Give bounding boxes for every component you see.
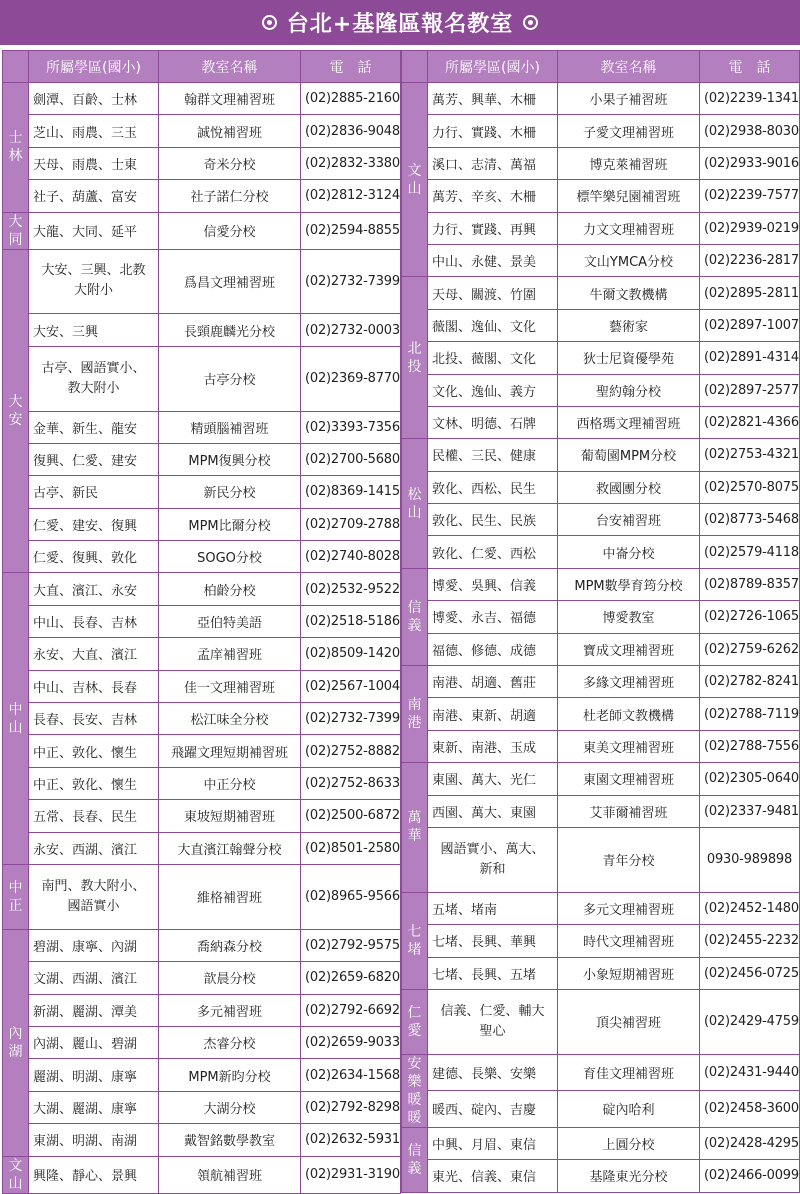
table-row — [402, 536, 800, 568]
school-area-cell: 大龍、大同、延平 — [29, 212, 159, 249]
table-row — [402, 957, 800, 989]
phone-cell: (02)2897-2577 — [700, 374, 800, 406]
table-row — [402, 83, 800, 115]
district-cell: 萬華 — [402, 763, 428, 893]
classroom-name-cell: 台安補習班 — [558, 504, 700, 536]
left-classroom-table — [2, 50, 401, 1194]
table-row — [3, 212, 401, 249]
table-row — [402, 147, 800, 179]
phone-cell: (02)2452-1480 — [700, 892, 800, 924]
phone-cell: (02)2732-7399 — [301, 703, 401, 735]
school-area-cell: 力行、實踐、再興 — [428, 212, 558, 244]
phone-cell: (02)2431-9440 — [700, 1054, 800, 1091]
school-area-cell: 中山、長春、吉林 — [29, 605, 159, 637]
classroom-name-cell: 聖約翰分校 — [558, 374, 700, 406]
table-row — [402, 1160, 800, 1192]
district-cell: 南港 — [402, 666, 428, 763]
header-district — [3, 51, 29, 83]
classroom-name-cell: 中正分校 — [159, 767, 301, 799]
table-row — [3, 703, 401, 735]
school-area-cell: 南港、東新、胡適 — [428, 698, 558, 730]
phone-cell: (02)2885-2160 — [301, 83, 401, 115]
classroom-name-cell: 基隆東光分校 — [558, 1160, 700, 1192]
classroom-name-cell: 牛爾文教機構 — [558, 277, 700, 309]
school-area-cell: 天母、雨農、士東 — [29, 147, 159, 179]
classroom-name-cell: 葡萄園MPM分校 — [558, 439, 700, 471]
district-cell: 安樂暖暖 — [402, 1054, 428, 1127]
phone-cell: (02)2788-7119 — [700, 698, 800, 730]
classroom-name-cell: 上圓分校 — [558, 1127, 700, 1159]
school-area-cell: 博愛、永吉、福德 — [428, 601, 558, 633]
table-row — [402, 1127, 800, 1159]
classroom-name-cell: 奇米分校 — [159, 147, 301, 179]
classroom-name-cell: 東園文理補習班 — [558, 763, 700, 795]
school-area-cell: 北投、薇閣、文化 — [428, 342, 558, 374]
phone-cell: (02)2792-9575 — [301, 929, 401, 961]
classroom-name-cell: 大直濱江翰聲分校 — [159, 832, 301, 864]
classroom-name-cell: 維格補習班 — [159, 864, 301, 929]
school-area-cell: 敦化、民生、民族 — [428, 504, 558, 536]
school-area-cell: 古亭、新民 — [29, 476, 159, 508]
page-title-bar — [0, 0, 800, 45]
district-cell: 仁愛 — [402, 989, 428, 1054]
school-area-cell: 興隆、靜心、景興 — [29, 1156, 159, 1193]
table-row — [402, 989, 800, 1021]
district-cell: 文山 — [402, 83, 428, 277]
classroom-name-cell: 大湖分校 — [159, 1091, 301, 1123]
phone-cell: (02)8789-8357 — [700, 568, 800, 600]
classroom-name-cell: SOGO分校 — [159, 541, 301, 573]
phone-cell: (02)2821-4366 — [700, 406, 800, 438]
header-district — [402, 51, 428, 83]
phone-cell: (02)2938-8030 — [700, 115, 800, 147]
classroom-name-cell: 多緣文理補習班 — [558, 666, 700, 698]
district-cell: 信義 — [402, 568, 428, 665]
table-row — [3, 1156, 401, 1193]
table-row — [402, 212, 800, 244]
header-phone: 電 話 — [301, 51, 401, 83]
table-row — [402, 795, 800, 827]
classroom-name-cell: 小果子補習班 — [558, 83, 700, 115]
school-area-cell: 碧湖、康寧、內湖 — [29, 929, 159, 961]
school-area-cell: 大安、三興 — [29, 314, 159, 346]
phone-cell: (02)2567-1004 — [301, 670, 401, 702]
school-area-cell: 古亭、國語實小、教大附小 — [29, 346, 159, 411]
classroom-name-cell: 博克萊補習班 — [558, 147, 700, 179]
school-area-cell: 中正、敦化、懷生 — [29, 767, 159, 799]
school-area-cell: 七堵、長興、華興 — [428, 925, 558, 957]
right-classroom-table — [401, 50, 800, 1193]
school-area-cell: 西園、萬大、東園 — [428, 795, 558, 827]
school-area-cell: 五堵、堵南 — [428, 892, 558, 924]
table-row — [402, 439, 800, 471]
phone-cell: (02)2939-0219 — [700, 212, 800, 244]
phone-cell: (02)2931-3190 — [301, 1156, 401, 1193]
phone-cell: (02)2897-1007 — [700, 309, 800, 341]
phone-cell: (02)2812-3124 — [301, 180, 401, 212]
table-row — [402, 601, 800, 633]
table-row — [3, 670, 401, 702]
phone-cell: (02)2836-9048 — [301, 115, 401, 147]
classroom-name-cell: 標竿樂兒園補習班 — [558, 180, 700, 212]
school-area-cell: 信義、仁愛、輔大聖心 — [428, 989, 558, 1054]
classroom-name-cell: 東坡短期補習班 — [159, 800, 301, 832]
district-cell: 大安 — [3, 249, 29, 573]
classroom-name-cell: 子愛文理補習班 — [558, 115, 700, 147]
school-area-cell: 中山、吉林、長春 — [29, 670, 159, 702]
school-area-cell: 敦化、仁愛、西松 — [428, 536, 558, 568]
phone-cell: (02)2337-9481 — [700, 795, 800, 827]
table-row — [3, 864, 401, 896]
table-row — [3, 443, 401, 475]
phone-cell: (02)2632-5931 — [301, 1124, 401, 1156]
school-area-cell: 中興、月眉、東信 — [428, 1127, 558, 1159]
district-cell: 內湖 — [3, 929, 29, 1156]
classroom-name-cell: 青年分校 — [558, 827, 700, 892]
district-cell: 文山 — [3, 1156, 29, 1193]
table-row — [3, 541, 401, 573]
classroom-name-cell: 救國團分校 — [558, 471, 700, 503]
classroom-name-cell: 育佳文理補習班 — [558, 1054, 700, 1091]
table-row — [402, 925, 800, 957]
school-area-cell: 福德、修德、成德 — [428, 633, 558, 665]
table-row — [3, 605, 401, 637]
phone-cell: (02)2458-3600 — [700, 1091, 800, 1128]
phone-cell: (02)2788-7556 — [700, 730, 800, 762]
phone-cell: (02)2305-0640 — [700, 763, 800, 795]
table-row — [402, 406, 800, 438]
classroom-name-cell: MPM新昀分校 — [159, 1059, 301, 1091]
school-area-cell: 南門、教大附小、國語實小 — [29, 864, 159, 929]
phone-cell: (02)2579-4118 — [700, 536, 800, 568]
classroom-name-cell: 翰群文理補習班 — [159, 83, 301, 115]
school-area-cell: 新湖、麗湖、潭美 — [29, 994, 159, 1026]
school-area-cell: 仁愛、復興、敦化 — [29, 541, 159, 573]
table-row — [3, 314, 401, 346]
phone-cell: (02)2726-1065 — [700, 601, 800, 633]
classroom-name-cell: 長頸鹿麟光分校 — [159, 314, 301, 346]
phone-cell: (02)2369-8770 — [301, 346, 401, 411]
school-area-cell: 七堵、長興、五堵 — [428, 957, 558, 989]
classroom-name-cell: 艾菲爾補習班 — [558, 795, 700, 827]
classroom-name-cell: 多元文理補習班 — [558, 892, 700, 924]
table-row — [402, 763, 800, 795]
school-area-cell: 五常、長春、民生 — [29, 800, 159, 832]
table-row — [3, 832, 401, 864]
school-area-cell: 社子、葫蘆、富安 — [29, 180, 159, 212]
classroom-name-cell: 頂尖補習班 — [558, 989, 700, 1054]
school-area-cell: 永安、大直、濱江 — [29, 638, 159, 670]
table-row — [3, 962, 401, 994]
phone-cell: (02)2832-3380 — [301, 147, 401, 179]
bullseye-icon — [262, 15, 277, 30]
classroom-name-cell: 小象短期補習班 — [558, 957, 700, 989]
school-area-cell: 敦化、西松、民生 — [428, 471, 558, 503]
district-cell: 信義 — [402, 1127, 428, 1192]
table-row — [402, 504, 800, 536]
table-row — [402, 374, 800, 406]
classroom-name-cell: 多元補習班 — [159, 994, 301, 1026]
table-row — [3, 508, 401, 540]
classroom-name-cell: 東美文理補習班 — [558, 730, 700, 762]
school-area-cell: 芝山、雨農、三玉 — [29, 115, 159, 147]
classroom-name-cell: 爲昌文理補習班 — [159, 249, 301, 314]
school-area-cell: 復興、仁愛、建安 — [29, 443, 159, 475]
phone-cell: (02)2732-7399 — [301, 249, 401, 314]
school-area-cell: 劍潭、百齡、士林 — [29, 83, 159, 115]
school-area-cell: 東園、萬大、光仁 — [428, 763, 558, 795]
school-area-cell: 南港、胡適、舊莊 — [428, 666, 558, 698]
classroom-name-cell: 戴智銘數學教室 — [159, 1124, 301, 1156]
phone-cell: (02)8965-9566 — [301, 864, 401, 929]
classroom-name-cell: 信愛分校 — [159, 212, 301, 249]
table-row — [402, 633, 800, 665]
district-cell: 大同 — [3, 212, 29, 249]
table-row — [402, 666, 800, 698]
phone-cell: (02)2792-6692 — [301, 994, 401, 1026]
phone-cell: (02)2594-8855 — [301, 212, 401, 249]
school-area-cell: 天母、關渡、竹圍 — [428, 277, 558, 309]
district-cell: 士林 — [3, 83, 29, 213]
school-area-cell: 文湖、西湖、濱江 — [29, 962, 159, 994]
table-header-row — [402, 51, 800, 83]
phone-cell: (02)2759-6262 — [700, 633, 800, 665]
header-classroom: 教室名稱 — [159, 51, 301, 83]
classroom-name-cell: 新民分校 — [159, 476, 301, 508]
school-area-cell: 文化、逸仙、義方 — [428, 374, 558, 406]
school-area-cell: 萬芳、興華、木柵 — [428, 83, 558, 115]
phone-cell: (02)2740-8028 — [301, 541, 401, 573]
classroom-name-cell: 古亭分校 — [159, 346, 301, 411]
phone-cell: (02)2456-0725 — [700, 957, 800, 989]
phone-cell: (02)2428-4295 — [700, 1127, 800, 1159]
table-row — [402, 277, 800, 309]
district-cell: 中山 — [3, 573, 29, 865]
classroom-name-cell: 社子諾仁分校 — [159, 180, 301, 212]
phone-cell: (02)2239-1341 — [700, 83, 800, 115]
table-row — [402, 244, 800, 276]
table-row — [3, 249, 401, 281]
classroom-name-cell: 歆晨分校 — [159, 962, 301, 994]
classroom-name-cell: 文山YMCA分校 — [558, 244, 700, 276]
school-area-cell: 文林、明德、石牌 — [428, 406, 558, 438]
page-title: 台北+基隆區報名教室 — [286, 12, 514, 37]
phone-cell: (02)2709-2788 — [301, 508, 401, 540]
classroom-name-cell: 博愛教室 — [558, 601, 700, 633]
phone-cell: (02)2752-8882 — [301, 735, 401, 767]
table-row — [3, 929, 401, 961]
classroom-name-cell: 杜老師文教機構 — [558, 698, 700, 730]
table-row — [3, 115, 401, 147]
school-area-cell: 中山、永健、景美 — [428, 244, 558, 276]
phone-cell: (02)2634-1568 — [301, 1059, 401, 1091]
header-area: 所屬學區(國小) — [29, 51, 159, 83]
classroom-name-cell: 藝術家 — [558, 309, 700, 341]
table-row — [402, 180, 800, 212]
school-area-cell: 建德、長樂、安樂 — [428, 1054, 558, 1091]
table-row — [3, 994, 401, 1026]
phone-cell: (02)2753-4321 — [700, 439, 800, 471]
table-row — [3, 1124, 401, 1156]
table-row — [3, 573, 401, 605]
phone-cell: (02)2500-6872 — [301, 800, 401, 832]
school-area-cell: 薇閣、逸仙、文化 — [428, 309, 558, 341]
table-row — [3, 735, 401, 767]
phone-cell: (02)2236-2817 — [700, 244, 800, 276]
school-area-cell: 暖西、碇內、吉慶 — [428, 1091, 558, 1128]
table-row — [402, 309, 800, 341]
table-row — [402, 730, 800, 762]
school-area-cell: 博愛、吳興、信義 — [428, 568, 558, 600]
classroom-name-cell: MPM比爾分校 — [159, 508, 301, 540]
district-cell: 松山 — [402, 439, 428, 569]
table-row — [402, 568, 800, 600]
school-area-cell: 國語實小、萬大、新和 — [428, 827, 558, 892]
table-row — [402, 827, 800, 859]
school-area-cell: 東光、信義、東信 — [428, 1160, 558, 1192]
classroom-name-cell: 杰睿分校 — [159, 1026, 301, 1058]
school-area-cell: 大直、濱江、永安 — [29, 573, 159, 605]
bullseye-icon — [523, 15, 538, 30]
school-area-cell: 大湖、麗湖、康寧 — [29, 1091, 159, 1123]
table-row — [402, 471, 800, 503]
classroom-name-cell: 碇內哈利 — [558, 1091, 700, 1128]
table-row — [402, 892, 800, 924]
phone-cell: (02)8369-1415 — [301, 476, 401, 508]
table-row — [3, 1059, 401, 1091]
school-area-cell: 金華、新生、龍安 — [29, 411, 159, 443]
classroom-name-cell: 喬納森分校 — [159, 929, 301, 961]
table-row — [402, 342, 800, 374]
classroom-name-cell: 飛躍文理短期補習班 — [159, 735, 301, 767]
classroom-name-cell: 誠悅補習班 — [159, 115, 301, 147]
classroom-name-cell: 時代文理補習班 — [558, 925, 700, 957]
classroom-name-cell: 寶成文理補習班 — [558, 633, 700, 665]
school-area-cell: 力行、實踐、木柵 — [428, 115, 558, 147]
phone-cell: (02)2782-8241 — [700, 666, 800, 698]
phone-cell: (02)2933-9016 — [700, 147, 800, 179]
table-row — [3, 83, 401, 115]
phone-cell: (02)8501-2580 — [301, 832, 401, 864]
header-classroom: 教室名稱 — [558, 51, 700, 83]
phone-cell: (02)2792-8298 — [301, 1091, 401, 1123]
table-row — [3, 476, 401, 508]
table-row — [402, 115, 800, 147]
school-area-cell: 中正、敦化、懷生 — [29, 735, 159, 767]
phone-cell: (02)8773-5468 — [700, 504, 800, 536]
district-cell: 中正 — [3, 864, 29, 929]
school-area-cell: 麗湖、明湖、康寧 — [29, 1059, 159, 1091]
classroom-name-cell: 柏齡分校 — [159, 573, 301, 605]
phone-cell: (02)2239-7577 — [700, 180, 800, 212]
header-phone: 電 話 — [700, 51, 800, 83]
school-area-cell: 民權、三民、健康 — [428, 439, 558, 471]
school-area-cell: 仁愛、建安、復興 — [29, 508, 159, 540]
classroom-name-cell: 精頭腦補習班 — [159, 411, 301, 443]
phone-cell: (02)2455-2232 — [700, 925, 800, 957]
phone-cell: (02)2752-8633 — [301, 767, 401, 799]
phone-cell: (02)2518-5186 — [301, 605, 401, 637]
phone-cell: (02)8509-1420 — [301, 638, 401, 670]
classroom-name-cell: 佳一文理補習班 — [159, 670, 301, 702]
phone-cell: (02)2732-0003 — [301, 314, 401, 346]
table-row — [3, 1091, 401, 1123]
table-row — [3, 800, 401, 832]
phone-cell: (02)2891-4314 — [700, 342, 800, 374]
district-cell: 七堵 — [402, 892, 428, 989]
phone-cell: (02)3393-7356 — [301, 411, 401, 443]
classroom-name-cell: MPM復興分校 — [159, 443, 301, 475]
phone-cell: (02)2659-6820 — [301, 962, 401, 994]
table-row — [402, 698, 800, 730]
school-area-cell: 永安、西湖、濱江 — [29, 832, 159, 864]
table-row — [3, 638, 401, 670]
phone-cell: (02)2659-9033 — [301, 1026, 401, 1058]
phone-cell: (02)2532-9522 — [301, 573, 401, 605]
school-area-cell: 東湖、明湖、南湖 — [29, 1124, 159, 1156]
school-area-cell: 萬芳、辛亥、木柵 — [428, 180, 558, 212]
table-header-row — [3, 51, 401, 83]
school-area-cell: 東新、南港、玉成 — [428, 730, 558, 762]
phone-cell: (02)2429-4759 — [700, 989, 800, 1054]
table-row — [3, 1026, 401, 1058]
table-row — [3, 147, 401, 179]
phone-cell: (02)2466-0099 — [700, 1160, 800, 1192]
header-area: 所屬學區(國小) — [428, 51, 558, 83]
phone-cell: (02)2570-8075 — [700, 471, 800, 503]
school-area-cell: 大安、三興、北教大附小 — [29, 249, 159, 314]
school-area-cell: 長春、長安、吉林 — [29, 703, 159, 735]
classroom-name-cell: 松江味全分校 — [159, 703, 301, 735]
table-row — [402, 1054, 800, 1091]
school-area-cell: 內湖、麗山、碧湖 — [29, 1026, 159, 1058]
classroom-name-cell: 中崙分校 — [558, 536, 700, 568]
classroom-name-cell: 亞伯特美語 — [159, 605, 301, 637]
table-row — [3, 346, 401, 378]
table-row — [3, 767, 401, 799]
school-area-cell: 溪口、志清、萬福 — [428, 147, 558, 179]
classroom-name-cell: 力文文理補習班 — [558, 212, 700, 244]
classroom-name-cell: 狄士尼資優學苑 — [558, 342, 700, 374]
classroom-name-cell: 領航補習班 — [159, 1156, 301, 1193]
phone-cell: 0930-989898 — [700, 827, 800, 892]
classroom-name-cell: 孟庠補習班 — [159, 638, 301, 670]
table-row — [402, 1091, 800, 1128]
table-row — [3, 411, 401, 443]
phone-cell: (02)2700-5680 — [301, 443, 401, 475]
classroom-name-cell: MPM數學育筠分校 — [558, 568, 700, 600]
phone-cell: (02)2895-2811 — [700, 277, 800, 309]
table-row — [3, 180, 401, 212]
district-cell: 北投 — [402, 277, 428, 439]
classroom-name-cell: 西格瑪文理補習班 — [558, 406, 700, 438]
